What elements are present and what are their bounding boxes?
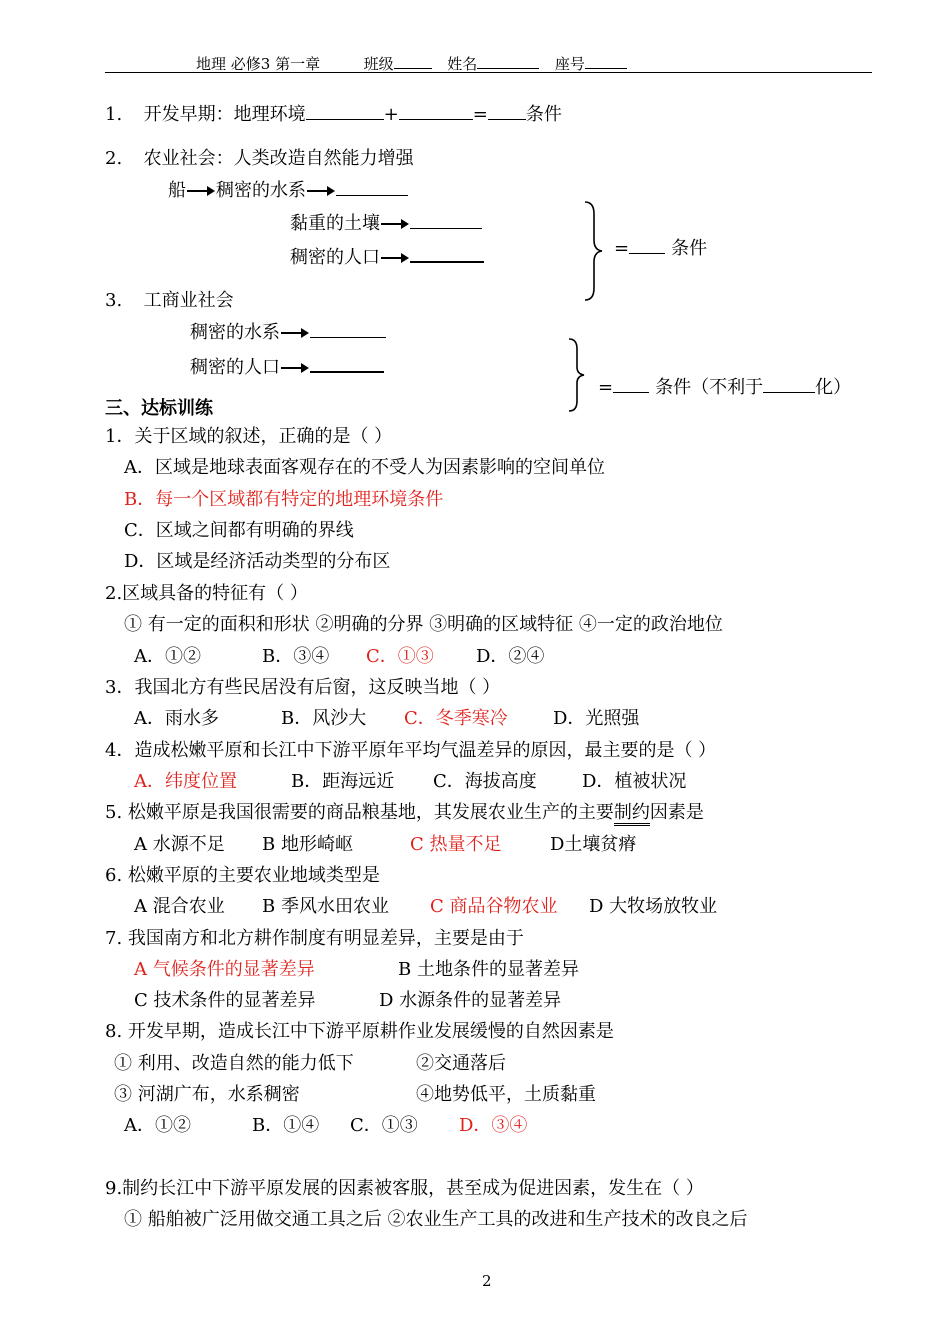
q4-option-a[interactable]: A．纬度位置 (134, 771, 237, 792)
q8-item-4: ④地势低平，土质黏重 (416, 1084, 596, 1105)
q8-option-b[interactable]: B．①④ (252, 1115, 320, 1136)
q8-option-d[interactable]: D．③④ (459, 1115, 528, 1136)
q3-option-a[interactable]: A．雨水多 (134, 708, 219, 729)
q6-option-d[interactable]: D 大牧场放牧业 (589, 896, 718, 917)
q8-item-3: ③ 河湖广布，水系稠密 (114, 1084, 300, 1105)
q5-stem-text: 5. 松嫩平原是我国很需要的商品粮基地，其发展农业生产的主要 (105, 802, 614, 823)
q7-option-a[interactable]: A 气候条件的显著差异 (134, 959, 315, 980)
q8-item-1: ① 利用、改造自然的能力低下 (114, 1053, 354, 1074)
q8-option-c[interactable]: C．①③ (350, 1115, 418, 1136)
q3-option-c[interactable]: C．冬季寒冷 (404, 708, 508, 729)
blank[interactable] (410, 212, 482, 229)
water-label: 稠密的水系 (190, 322, 280, 343)
q2-stem: 2.区域具备的特征有（ ） (105, 583, 308, 604)
page-number: 2 (482, 1272, 492, 1290)
seat-label: 座号 (554, 55, 585, 73)
arrow-icon (281, 362, 309, 374)
blank[interactable] (613, 376, 649, 393)
q4-option-d[interactable]: D．植被状况 (582, 771, 687, 792)
population-label: 稠密的人口 (290, 247, 380, 268)
item-title: 农业社会：人类改造自然能力增强 (143, 148, 414, 169)
soil-label: 黏重的土壤 (290, 213, 380, 234)
arrow-icon (187, 185, 215, 197)
q5-option-d[interactable]: D土壤贫瘠 (550, 834, 637, 855)
q5-stem-tail: 因素是 (649, 802, 704, 823)
header-rule (105, 72, 872, 73)
item-number: 3. (105, 290, 123, 311)
class-label: 班级 (363, 55, 394, 73)
result-tail: 化） (815, 377, 852, 398)
item-tail: 条件 (525, 104, 562, 125)
review-item-1 (105, 103, 562, 127)
blank[interactable] (310, 355, 384, 373)
q8-stem: 8. 开发早期，造成长江中下游平原耕作业发展缓慢的自然因素是 (105, 1021, 614, 1042)
blank[interactable] (629, 237, 665, 254)
q4-option-c[interactable]: C．海拔高度 (433, 771, 537, 792)
item-title: 工商业社会 (143, 290, 234, 311)
q1-option-c[interactable]: C．区域之间都有明确的界线 (124, 520, 354, 541)
item2-result (614, 237, 707, 261)
q9-stem: 9.制约长江中下游平原发展的因素被客服，甚至成为促进因素，发生在（ ） (105, 1178, 704, 1199)
q2-option-b[interactable]: B．③④ (262, 646, 330, 667)
q4-option-b[interactable]: B．距海远近 (291, 771, 395, 792)
chain-soil (290, 212, 482, 236)
header-line (196, 52, 627, 74)
result-mid: 条件（不利于 (655, 377, 764, 398)
q5-stem (105, 801, 704, 825)
q2-option-c[interactable]: C．①③ (366, 646, 434, 667)
seat-blank[interactable] (585, 52, 627, 69)
q6-option-a[interactable]: A 混合农业 (134, 896, 225, 917)
q6-stem: 6. 松嫩平原的主要农业地域类型是 (105, 865, 380, 886)
q2-items: ① 有一定的面积和形状 ②明确的分界 ③明确的区域特征 ④一定的政治地位 (124, 614, 723, 635)
name-label: 姓名 (447, 55, 478, 73)
chain-water-3 (190, 321, 386, 345)
review-item-2 (105, 147, 414, 171)
item-text: 开发早期：地理环境 (143, 104, 306, 125)
right-brace-icon (582, 200, 606, 302)
blank[interactable] (310, 321, 386, 338)
population-label: 稠密的人口 (190, 357, 280, 378)
q9-items: ① 船舶被广泛用做交通工具之后 ②农业生产工具的改进和生产技术的改良之后 (124, 1209, 748, 1230)
q6-option-c[interactable]: C 商品谷物农业 (430, 896, 558, 917)
q1-option-a[interactable]: A．区域是地球表面客观存在的不受人为因素影响的空间单位 (124, 457, 605, 478)
q7-option-d[interactable]: D 水源条件的显著差异 (379, 990, 562, 1011)
chain-population-3 (190, 355, 384, 380)
blank[interactable] (763, 376, 815, 393)
chain-population (290, 245, 484, 270)
q5-stem-underlined: 制约 (614, 802, 650, 826)
blank[interactable] (399, 103, 473, 120)
q3-option-d[interactable]: D．光照强 (553, 708, 640, 729)
ship-label: 船 (168, 180, 186, 201)
chain-ship (168, 179, 408, 203)
class-blank[interactable] (394, 52, 432, 69)
item-number: 2. (105, 148, 123, 169)
arrow-icon (281, 327, 309, 339)
q8-item-2: ②交通落后 (416, 1053, 506, 1074)
q5-option-b[interactable]: B 地形崎岖 (262, 834, 353, 855)
equals-sign: = (614, 238, 630, 259)
item3-result (598, 376, 851, 400)
blank[interactable] (410, 245, 484, 263)
q3-option-b[interactable]: B．风沙大 (281, 708, 367, 729)
section-title: 三、达标训练 (105, 398, 213, 419)
q1-stem: 1．关于区域的叙述，正确的是（ ） (105, 426, 393, 447)
q7-option-c[interactable]: C 技术条件的显著差异 (134, 990, 316, 1011)
q3-stem: 3．我国北方有些民居没有后窗，这反映当地（ ） (105, 677, 501, 698)
arrow-icon (381, 218, 409, 230)
q2-option-a[interactable]: A．①② (134, 646, 201, 667)
right-brace-icon (566, 337, 588, 413)
equals-sign: = (472, 104, 488, 125)
arrow-icon (307, 185, 335, 197)
q6-option-b[interactable]: B 季风水田农业 (262, 896, 389, 917)
plus-sign: + (383, 104, 399, 125)
review-item-3 (105, 289, 234, 313)
result-tail: 条件 (671, 238, 708, 259)
item-number: 1. (105, 104, 123, 125)
q5-option-a[interactable]: A 水源不足 (134, 834, 225, 855)
arrow-icon (381, 252, 409, 264)
equals-sign: = (598, 377, 614, 398)
header-subject: 地理 必修3 第一章 (196, 55, 321, 73)
q1-option-b[interactable]: B．每一个区域都有特定的地理环境条件 (124, 489, 444, 510)
q1-option-d[interactable]: D．区域是经济活动类型的分布区 (124, 551, 391, 572)
q7-stem: 7. 我国南方和北方耕作制度有明显差异，主要是由于 (105, 928, 524, 949)
q7-option-b[interactable]: B 土地条件的显著差异 (398, 959, 579, 980)
blank[interactable] (306, 103, 384, 120)
name-blank[interactable] (477, 52, 539, 69)
q8-option-a[interactable]: A．①② (124, 1115, 191, 1136)
q2-option-d[interactable]: D．②④ (476, 646, 545, 667)
blank[interactable] (488, 103, 526, 120)
q4-stem: 4．造成松嫩平原和长江中下游平原年平均气温差异的原因，最主要的是（ ） (105, 740, 717, 761)
water-label: 稠密的水系 (216, 180, 306, 201)
blank[interactable] (336, 179, 408, 196)
q5-option-c[interactable]: C 热量不足 (410, 834, 502, 855)
